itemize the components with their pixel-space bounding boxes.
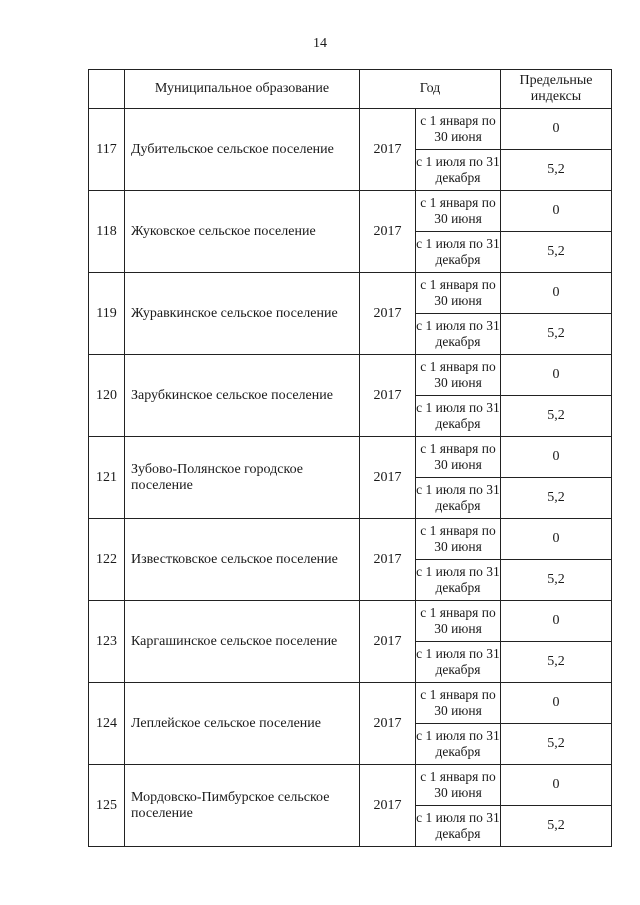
limit-index-value: 0 xyxy=(501,601,612,642)
period-label: с 1 июля по 31 декабря xyxy=(416,314,501,355)
row-number: 121 xyxy=(89,437,125,519)
limit-index-value: 0 xyxy=(501,191,612,232)
period-label: с 1 января по 30 июня xyxy=(416,601,501,642)
row-year: 2017 xyxy=(360,765,416,847)
limit-index-value: 5,2 xyxy=(501,642,612,683)
row-year: 2017 xyxy=(360,437,416,519)
header-number xyxy=(89,70,125,109)
period-label: с 1 января по 30 июня xyxy=(416,765,501,806)
municipality-name: Известковское сельское поселение xyxy=(125,519,360,601)
table-row xyxy=(89,683,612,724)
table-row xyxy=(89,765,612,806)
row-number: 117 xyxy=(89,109,125,191)
limit-index-value: 0 xyxy=(501,683,612,724)
table-header-row xyxy=(89,70,612,109)
table-row xyxy=(89,109,612,150)
row-number: 120 xyxy=(89,355,125,437)
period-label: с 1 июля по 31 декабря xyxy=(416,478,501,519)
period-label: с 1 июля по 31 декабря xyxy=(416,232,501,273)
limit-index-value: 0 xyxy=(501,519,612,560)
period-label: с 1 января по 30 июня xyxy=(416,355,501,396)
municipality-name: Зубово-Полянское городское поселение xyxy=(125,437,360,519)
indices-table xyxy=(88,69,612,847)
municipality-name: Мордовско-Пимбурское сельское поселение xyxy=(125,765,360,847)
limit-index-value: 0 xyxy=(501,109,612,150)
period-label: с 1 июля по 31 декабря xyxy=(416,806,501,847)
municipality-name: Зарубкинское сельское поселение xyxy=(125,355,360,437)
period-label: с 1 июля по 31 декабря xyxy=(416,150,501,191)
period-label: с 1 января по 30 июня xyxy=(416,273,501,314)
row-year: 2017 xyxy=(360,109,416,191)
row-year: 2017 xyxy=(360,683,416,765)
row-number: 125 xyxy=(89,765,125,847)
limit-index-value: 0 xyxy=(501,273,612,314)
period-label: с 1 января по 30 июня xyxy=(416,437,501,478)
municipality-name: Леплейское сельское поселение xyxy=(125,683,360,765)
table-row xyxy=(89,273,612,314)
period-label: с 1 января по 30 июня xyxy=(416,519,501,560)
limit-index-value: 0 xyxy=(501,355,612,396)
row-number: 123 xyxy=(89,601,125,683)
table-row xyxy=(89,601,612,642)
table-row xyxy=(89,191,612,232)
limit-index-value: 5,2 xyxy=(501,314,612,355)
row-year: 2017 xyxy=(360,355,416,437)
row-number: 118 xyxy=(89,191,125,273)
period-label: с 1 июля по 31 декабря xyxy=(416,396,501,437)
table-row xyxy=(89,437,612,478)
limit-index-value: 5,2 xyxy=(501,724,612,765)
row-year: 2017 xyxy=(360,519,416,601)
row-number: 124 xyxy=(89,683,125,765)
municipality-name: Жуковское сельское поселение xyxy=(125,191,360,273)
row-number: 122 xyxy=(89,519,125,601)
header-municipality: Муниципальное образование xyxy=(125,70,360,109)
municipality-name: Каргашинское сельское поселение xyxy=(125,601,360,683)
period-label: с 1 июля по 31 декабря xyxy=(416,724,501,765)
municipality-name: Дубительское сельское поселение xyxy=(125,109,360,191)
header-limit-indices: Предельные индексы xyxy=(501,70,612,109)
period-label: с 1 января по 30 июня xyxy=(416,683,501,724)
limit-index-value: 0 xyxy=(501,765,612,806)
row-year: 2017 xyxy=(360,601,416,683)
row-number: 119 xyxy=(89,273,125,355)
header-year: Год xyxy=(360,70,501,109)
row-year: 2017 xyxy=(360,191,416,273)
municipality-name: Журавкинское сельское поселение xyxy=(125,273,360,355)
period-label: с 1 января по 30 июня xyxy=(416,191,501,232)
limit-index-value: 5,2 xyxy=(501,232,612,273)
limit-index-value: 5,2 xyxy=(501,150,612,191)
row-year: 2017 xyxy=(360,273,416,355)
limit-index-value: 0 xyxy=(501,437,612,478)
period-label: с 1 января по 30 июня xyxy=(416,109,501,150)
period-label: с 1 июля по 31 декабря xyxy=(416,642,501,683)
limit-index-value: 5,2 xyxy=(501,560,612,601)
table-row xyxy=(89,355,612,396)
limit-index-value: 5,2 xyxy=(501,396,612,437)
period-label: с 1 июля по 31 декабря xyxy=(416,560,501,601)
table-row xyxy=(89,519,612,560)
table-body xyxy=(89,109,612,847)
page-number: 14 xyxy=(313,36,327,51)
limit-index-value: 5,2 xyxy=(501,806,612,847)
limit-index-value: 5,2 xyxy=(501,478,612,519)
